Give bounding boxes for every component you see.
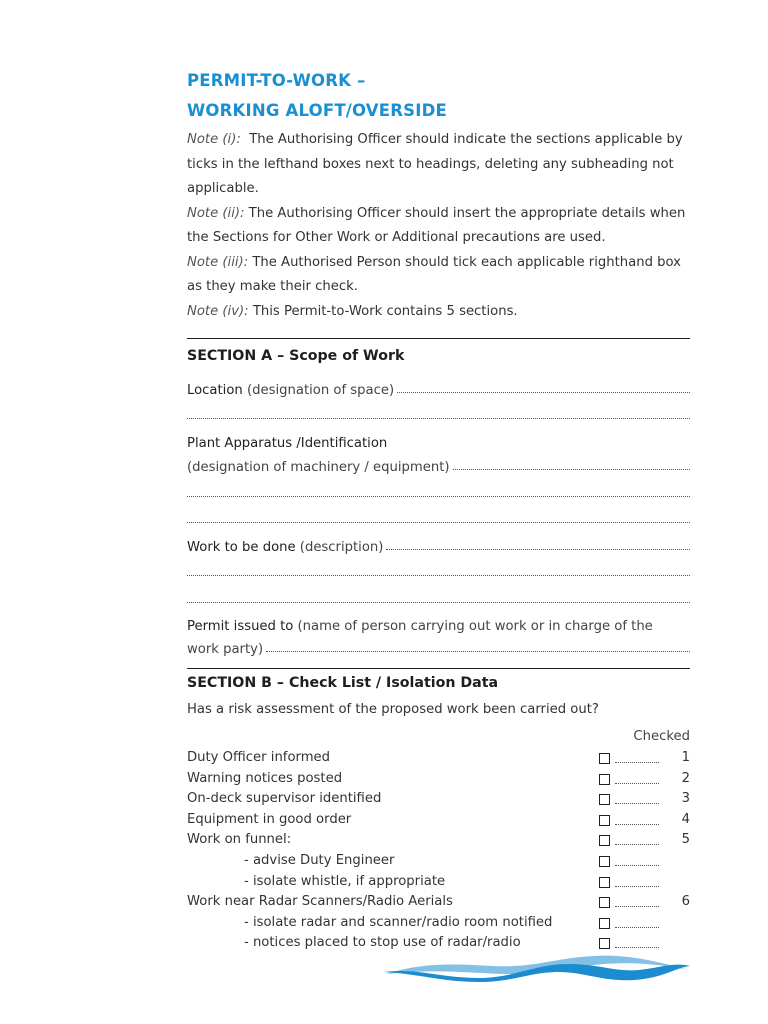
checklist [187, 748, 690, 954]
checklist-item-text: - advise Duty Engineer [244, 852, 395, 868]
initials-line[interactable] [615, 906, 659, 907]
note-4 [187, 300, 690, 325]
initials-line[interactable] [615, 803, 659, 804]
checkbox[interactable] [599, 856, 610, 867]
checklist-row [187, 913, 690, 934]
checklist-item-text: Duty Officer informed [187, 750, 331, 765]
plant-hint: (designation of machinery / equipment) [187, 460, 450, 475]
section-b [187, 672, 690, 954]
checklist-item-text: Work near Radar Scanners/Radio Aerials [187, 894, 453, 910]
initials-line[interactable] [615, 844, 659, 845]
fill-line[interactable] [397, 391, 690, 393]
divider [187, 338, 690, 339]
checkbox[interactable] [599, 835, 610, 846]
work-field-line2[interactable] [187, 557, 690, 582]
note-1 [187, 128, 690, 202]
initials-line[interactable] [615, 947, 659, 948]
note-text: This Permit-to-Work contains 5 sections. [248, 303, 518, 319]
note-tag: Note (i): [187, 132, 241, 147]
permit-page [187, 66, 690, 954]
fill-line[interactable] [386, 548, 690, 550]
checklist-row [187, 933, 690, 954]
item-number: 2 [681, 770, 690, 786]
checklist-item-text: - isolate radar and scanner/radio room notified [244, 914, 553, 930]
checklist-item-text: Equipment in good order [187, 811, 352, 827]
location-field-line2[interactable] [187, 400, 690, 425]
checkbox[interactable] [599, 815, 610, 826]
checklist-row [187, 851, 690, 872]
plant-field-line2[interactable] [187, 477, 690, 502]
checklist-item-text: Work on funnel: [187, 832, 292, 848]
checkbox[interactable] [599, 918, 610, 929]
work-field-line3[interactable] [187, 583, 690, 608]
plant-label: Plant Apparatus /Identification [187, 435, 388, 451]
checkbox[interactable] [599, 774, 610, 785]
risk-question: Has a risk assessment of the proposed work been carried out? [187, 701, 599, 717]
checklist-row [187, 748, 690, 769]
section-a-heading: SECTION A – Scope of Work [187, 348, 405, 364]
location-field[interactable] [187, 373, 690, 398]
location-hint: (designation of space) [242, 382, 395, 398]
section-b-heading: SECTION B – Check List / Isolation Data [187, 674, 499, 691]
checklist-row [187, 892, 690, 913]
checklist-row [187, 810, 690, 831]
note-text: The Authorising Officer should indicate the sections applicable by ticks in the lefthand boxes next to headings, deleting any subheading not applicable. [187, 132, 687, 196]
note-tag: Note (ii): [187, 205, 245, 221]
permit-hint: (name of person carrying out work or in charge of the [293, 619, 653, 634]
checkbox[interactable] [599, 877, 610, 888]
checklist-row [187, 789, 690, 810]
fill-line[interactable] [187, 601, 690, 603]
work-label: Work to be done [187, 539, 296, 555]
fill-line[interactable] [453, 468, 690, 470]
note-text: The Authorised Person should tick each applicable righthand box as they make their check. [187, 254, 681, 294]
initials-line[interactable] [615, 762, 659, 763]
note-tag: Note (iii): [187, 254, 249, 270]
checklist-row [187, 872, 690, 893]
work-field[interactable] [187, 530, 690, 555]
wave-logo [384, 952, 690, 982]
note-3 [187, 251, 690, 300]
permit-field [187, 610, 690, 635]
permit-label: Permit issued to [187, 619, 294, 634]
initials-line[interactable] [615, 824, 659, 825]
checklist-row [187, 769, 690, 790]
item-number: 5 [681, 832, 690, 848]
item-number: 6 [681, 894, 690, 910]
fill-line[interactable] [266, 650, 690, 652]
item-number: 3 [681, 791, 690, 807]
plant-heading-row [187, 426, 690, 451]
checklist-item-text: On-deck supervisor identified [187, 791, 382, 807]
checkbox[interactable] [599, 794, 610, 805]
permit-hint-cont: work party) [187, 641, 264, 657]
fill-line[interactable] [187, 521, 690, 523]
checklist-row [187, 830, 690, 851]
checkbox[interactable] [599, 753, 610, 764]
initials-line[interactable] [615, 865, 659, 866]
note-2 [187, 202, 690, 251]
fill-line[interactable] [187, 417, 690, 419]
checkbox[interactable] [599, 938, 610, 949]
note-text: The Authorising Officer should insert the appropriate details when the Sections for Other Work or Additional precautions are used. [187, 205, 686, 245]
fill-line[interactable] [187, 574, 690, 576]
initials-line[interactable] [615, 886, 659, 887]
divider [187, 668, 690, 669]
item-number: 4 [681, 811, 690, 827]
location-label: Location [187, 382, 243, 398]
plant-field[interactable] [187, 451, 690, 476]
initials-line[interactable] [615, 927, 659, 928]
checklist-item-text: Warning notices posted [187, 770, 343, 786]
checkbox[interactable] [599, 897, 610, 908]
page-title-line2: WORKING ALOFT/OVERSIDE [187, 101, 447, 120]
notes-block [187, 128, 690, 324]
plant-field-line3[interactable] [187, 504, 690, 529]
checked-column-header: Checked [633, 729, 690, 744]
initials-line[interactable] [615, 783, 659, 784]
section-a [187, 345, 690, 657]
checklist-item-text: - isolate whistle, if appropriate [244, 873, 446, 889]
permit-field-line2[interactable] [187, 632, 690, 657]
fill-line[interactable] [187, 495, 690, 497]
item-number: 1 [681, 750, 690, 765]
page-title-line1: PERMIT-TO-WORK – [187, 71, 366, 90]
checklist-item-text: - notices placed to stop use of radar/radio [244, 935, 521, 951]
work-hint: (description) [295, 539, 384, 555]
note-tag: Note (iv): [187, 303, 249, 319]
